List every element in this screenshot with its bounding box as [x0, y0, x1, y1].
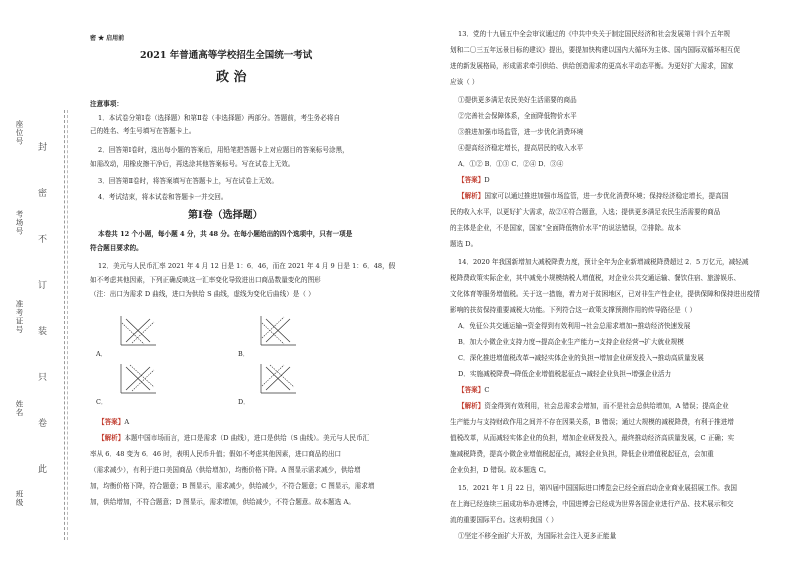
name-field: 姓名: [15, 400, 24, 417]
answer-tag: 【答案】: [458, 176, 485, 184]
question-12-text: （注：出口为需求 D 曲线，进口为供给 S 曲线，虚线为变化后曲线）是（ ）: [90, 290, 315, 298]
question-13-text: 应该（ ）: [450, 78, 479, 86]
seat-number-field: 座位号: [15, 120, 24, 146]
question-12-text: 如不考虑其他因素，下列正确反映这一汇率变化导致进出口商品数量变化的图形: [90, 276, 321, 284]
secret-label: 密 ★ 启用前: [90, 35, 125, 42]
analysis-12-line: 率从 6．48 变为 6．46 时，表明人民币升值；假如不考虑其他因素，进口商品的出口: [90, 450, 342, 458]
question-13-text: 进的新发展格局，形成需求牵引供给、供给创造需求的更高水平动态平衡。为更好扩大需求，国家: [450, 62, 734, 70]
option-b-label: B．: [238, 350, 250, 358]
q14-option-a: A．免征公共交通运输→资金得到有效利用→社会总需求增加→推动经济快速发展: [458, 322, 691, 330]
analysis-13-line: 的主体是企业，不是国家，国家“全面降低物价水平”的说法错误，②排除。故本: [450, 224, 681, 232]
class-field: 班级: [15, 490, 24, 507]
question-12-text: 12．美元与人民币汇率 2021 年 4 月 12 日是 1：6．46，而在 2021 年 4 月 9 日是 1：6．48，假: [98, 262, 396, 270]
binding-char: 卷: [38, 419, 48, 429]
analysis-13-line: 民的收入水平，以更好扩大需求，故②④符合题意，入选；提供更多满足农民生活需要的商品: [450, 208, 721, 216]
answer-value: A: [124, 418, 130, 426]
question-13-text: 13．党的十九届五中全会审议通过的《中共中央关于制定国民经济和社会发展第十四个五年规: [458, 30, 731, 38]
notes-heading: 注意事项：: [90, 100, 123, 108]
analysis-14-line: [458, 402, 729, 411]
binding-char: 订: [38, 281, 48, 291]
analysis-tag: 【解析】: [98, 434, 125, 442]
q13-item: ③推进加强市场监管，进一步优化消费环境: [458, 128, 584, 136]
question-15-text: 15．2021 年 1 月 22 日，第四届中国国际进口博览会已经全面启动企业商业展招展工作。我国: [458, 484, 738, 492]
note-line: 3．回答第Ⅱ卷时，将答案填写在答题卡上，写在试卷上无效。: [98, 177, 279, 185]
question-15-text: 流的重要国际平台。这表明我国（ ）: [450, 516, 558, 524]
note-line: 如需改动，用橡皮擦干净后，再选涂其他答案标号。写在试卷上无效。: [90, 160, 295, 168]
admission-number-field: 准考证号: [15, 300, 24, 334]
q13-options: A．①② B．①③ C．②④ D．③④: [458, 160, 564, 168]
analysis-12-line: （需求减少），有利于进口美国商品（供给增加），均衡价格下降。A 图显示需求减少，供给增: [90, 466, 361, 474]
question-14-text: 14．2020 年我国新增加大减税降费力度，预计全年为企业新增减税降费超过 2．5 万亿元，减轻减: [458, 258, 749, 266]
binding-sidebar: [0, 0, 88, 562]
supply-demand-graph-a: [118, 314, 158, 348]
option-d-label: D．: [238, 398, 250, 406]
analysis-13-line: [458, 192, 728, 201]
analysis-13-line: 题选 D。: [450, 240, 478, 248]
binding-char: 装: [38, 327, 48, 337]
section-title: 第Ⅰ卷（选择题）: [188, 210, 263, 221]
binding-line-inner: [67, 110, 68, 540]
q14-option-b: B．加大小微企业支持力度→提高企业生产能力→支持企业经营→扩大就业规模: [458, 338, 684, 346]
analysis-12-line: 加，供给增加，不符合题意；D 图显示，需求增加，供给减少，不符合题意。故本题选 A。: [90, 498, 355, 506]
question-14-text: 文化体育等服务增值税。关于这一措施，着力对于贫困地区，已对非生产性企业，提供保障和保持进出疫情: [450, 290, 760, 298]
analysis-14-line: 施减税降费，提高小微企业增值税起征点，减轻企业负担，降低企业增值税起征点，会加重: [450, 450, 714, 458]
answer-tag: 【答案】: [98, 418, 125, 426]
answer-13: [458, 176, 490, 185]
answer-tag: 【答案】: [458, 386, 485, 394]
analysis-tag: 【解析】: [458, 402, 485, 410]
q13-item: ④提高经济稳定增长，提高居民的收入水平: [458, 144, 584, 152]
note-line: 己的姓名、考生号填写在答题卡上。: [90, 127, 196, 135]
analysis-tag: 【解析】: [458, 192, 485, 200]
note-line: 1．本试卷分第Ⅰ卷（选择题）和第Ⅱ卷（非选择题）两部分。答题前，考生务必将自: [98, 114, 341, 122]
note-line: 4．考试结束，将本试卷和答题卡一并交回。: [98, 193, 228, 201]
supply-demand-graph-b: [258, 314, 298, 348]
question-15-text: 在上海已经连续三届成功举办进博会，中国进博会已经成为世界各国企业进行产品、技术展示和交: [450, 500, 734, 508]
q13-item: ①提供更多满足农民美好生活需要的商品: [458, 96, 577, 104]
section-instruction: 本卷共 12 个小题，每小题 4 分，共 48 分。在每小题给出的四个选项中，只有一项是: [98, 230, 353, 238]
analysis-14-line: 值税改革，从而减轻实体企业的负担，增加企业研发投入，最终推动经济高质量发展，C 正确；实: [450, 434, 735, 442]
analysis-14-line: 企业负担，D 错误。故本题选 C。: [450, 466, 551, 474]
question-14-text: 税降费政策实际企业，其中减免小规模纳税人增值税，对企业公共交通运输、餐饮住宿、旅游娱乐、: [450, 274, 741, 282]
answer-14: [458, 386, 489, 395]
binding-char: 不: [38, 235, 48, 245]
option-a-label: A．: [96, 350, 108, 358]
note-line: 2．回答第Ⅰ卷时，选出每小题的答案后，用铅笔把答题卡上对应题目的答案标号涂黑，: [98, 146, 349, 154]
analysis-14-line: 生产能力与支持财政作用之间并不存在因果关系，B 错误；通过大规模的减税降费，有利于推进增: [450, 418, 734, 426]
analysis-12-line: 加，均衡价格下降，符合题意；B 图显示，需求减少，供给减少，不符合题意；C 图显示，需求增: [90, 482, 375, 490]
q14-option-d: D．实施减税降费→降低企业增值税起征点→减轻企业负担→增强企业活力: [458, 370, 672, 378]
exam-room-field: 考场号: [15, 210, 24, 236]
analysis-text: 资金得到有效利用，社会总需求会增加，而不是社会总供给增加，A 错误；提高企业: [484, 402, 729, 410]
analysis-text: 国家可以通过推进加强市场监管，进一步优化消费环境；保持经济稳定增长，提高国: [484, 192, 729, 200]
q15-item: ①坚定不移全面扩大开放，为国际社会注入更多正能量: [458, 532, 617, 540]
q14-option-c: C．深化推进增值税改革→减轻实体企业的负担→增加企业研发投入→推动高质量发展: [458, 354, 704, 362]
supply-demand-graph-d: [258, 362, 298, 396]
binding-char: 密: [38, 189, 48, 199]
binding-char: 封: [38, 143, 48, 153]
analysis-text: 本题中国市场而言，进口是需求（D 曲线），进口是供给（S 曲线）。美元与人民币汇: [124, 434, 370, 442]
exam-title: 2021 年普通高等学校招生全国统一考试: [140, 50, 313, 61]
subject-title: 政 治: [216, 70, 247, 85]
binding-char: 只: [38, 373, 48, 383]
answer-value: D: [484, 176, 490, 184]
section-instruction: 符合题目要求的。: [90, 244, 143, 252]
binding-char: 此: [38, 465, 48, 475]
answer-value: C: [484, 386, 490, 394]
option-c-label: C．: [96, 398, 108, 406]
question-13-text: 划和二〇三五年远景目标的建议》提出，要提加快构建以国内大循环为主体、国内国际双循环相互促: [450, 46, 741, 54]
answer-12: [98, 418, 129, 427]
analysis-12-line: [98, 434, 369, 443]
supply-demand-graph-c: [118, 362, 158, 396]
binding-line: [64, 110, 65, 540]
question-14-text: 影响的扶贫保持重要减税大功能。下列符合这一政策支撑预测作用的传导路径是（ ）: [450, 306, 697, 314]
q13-item: ②完善社会保障体系，全面降低物价水平: [458, 112, 577, 120]
